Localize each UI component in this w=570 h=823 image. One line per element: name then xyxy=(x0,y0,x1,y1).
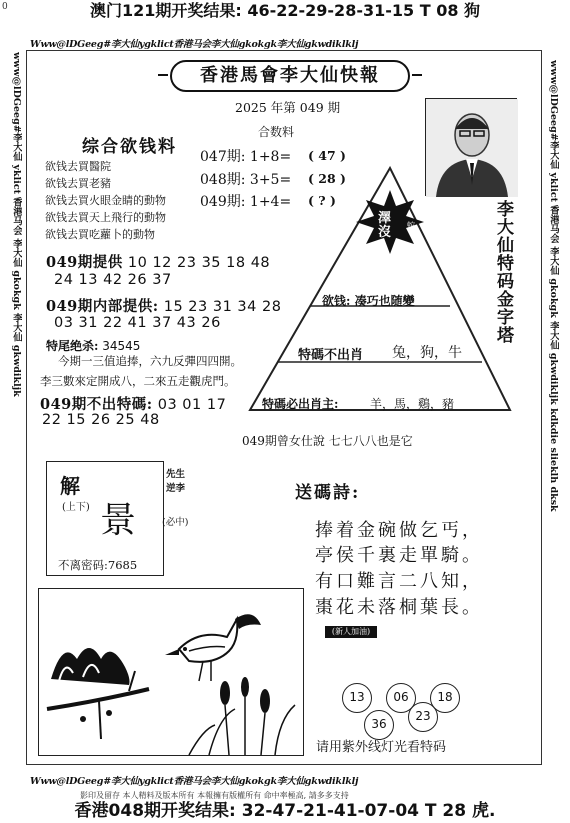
poem-line: 棗花未落桐葉長。 xyxy=(315,597,483,618)
riddle-line: 欲钱去買醫院 xyxy=(45,160,111,173)
issue-qi: 期 xyxy=(327,100,341,115)
solve-jie: 解 xyxy=(60,474,80,498)
top-result-banner: 澳门121期开奖结果: 46-22-29-28-31-15 T 08 狗 xyxy=(89,1,481,20)
no-out-numbers: 03 01 17 xyxy=(157,397,227,413)
solve-secret: 不离密码:7685 xyxy=(58,558,138,572)
number-ball: 18 xyxy=(430,683,460,713)
pyramid-zodiac-must-label: 特碼必出肖主: xyxy=(262,397,339,411)
poem-title: 送碼詩: xyxy=(295,483,361,503)
border-text-bottom: Www@lDGeeg#李大仙ygklict香港马会李大仙gkokgk李大仙gkwdiklklj xyxy=(30,776,359,787)
solve-right-top: 先生 xyxy=(166,469,186,480)
pyramid-zodiac-must-values: 羊，馬，鷄，豬 xyxy=(370,397,455,411)
provide-label: 049期提供 xyxy=(46,254,123,271)
issue-year: 2025 xyxy=(235,100,267,115)
riddle-line: 欲钱去買老豬 xyxy=(45,177,111,190)
star-small: 蛇 xyxy=(407,221,415,230)
inner-numbers-row2: 03 31 22 41 37 43 26 xyxy=(54,315,221,331)
poem-line: 亭侯千裏走單騎。 xyxy=(315,545,483,566)
inner-row xyxy=(46,295,281,316)
formula-expr: 1+4= xyxy=(249,194,292,210)
tail-label: 特尾绝杀: xyxy=(46,339,99,353)
bird-reeds-icon xyxy=(39,589,305,757)
no-out-numbers-row2: 22 15 26 25 48 xyxy=(42,412,160,428)
formula-answer: ( ? ) xyxy=(308,193,336,208)
number-ball: 13 xyxy=(342,683,372,713)
pyramid-zodiac-no-label: 特碼不出肖 xyxy=(298,348,364,363)
small-tag: (新人加油) xyxy=(325,626,377,638)
poem-line: 有口難言二八知， xyxy=(315,571,483,592)
solve-sub: (上下) xyxy=(62,502,90,513)
footer-note: 影印及留存 本人精料及版本所有 本報擁有版權所有 命中率極高, 請多多支持 xyxy=(80,791,349,800)
vertical-caption: 李大仙特码金字塔 xyxy=(493,200,513,344)
formula-answer: ( 28 ) xyxy=(308,171,346,186)
issue-number: 049 xyxy=(299,100,324,115)
paper-title: 香港馬會李大仙快報 xyxy=(170,60,410,92)
tail-value: 34545 xyxy=(102,339,141,353)
no-out-label: 049期不出特碼: xyxy=(40,396,153,413)
formula-expr: 1+8= xyxy=(249,149,292,165)
inner-label: 049期内部提供: xyxy=(46,298,159,315)
advice-line: 今期一三值追捧，六九反彈四四開。 xyxy=(58,354,242,368)
issue-line xyxy=(235,98,340,116)
formula-label: 047期: xyxy=(200,149,246,165)
number-ball: 06 xyxy=(386,683,416,713)
woman-line: 049期曾女仕說 七七八八也是它 xyxy=(242,434,413,448)
corner-mark: 0 xyxy=(2,2,8,12)
no-out-row xyxy=(40,393,226,414)
solve-right-bot: (必中) xyxy=(162,517,189,528)
bottom-result-banner: 香港048期开奖结果: 32-47-21-41-07-04 T 28 虎. xyxy=(74,801,496,821)
number-ball: 36 xyxy=(364,710,394,740)
riddle-line: 欲钱去買天上飛行的動物 xyxy=(45,211,166,224)
provide-numbers: 10 12 23 35 18 48 xyxy=(127,255,271,271)
inner-numbers: 15 23 31 34 28 xyxy=(163,299,282,315)
border-text-right: www@lDGeeg#李大仙 yklict 香港马会 李大仙 gkokgk 李大仙 gkwdikljk kdkdie slieklh dksk xyxy=(548,60,559,512)
illustration-panel xyxy=(38,588,304,756)
formula-label: 048期: xyxy=(200,172,246,188)
advice-line: 李三數來定開成八，二來五走觀虎門。 xyxy=(40,374,236,388)
pyramid-money-line: 欲钱: 凑巧也随變 xyxy=(322,294,415,308)
poem-line: 捧着金碗做乞丐， xyxy=(315,520,483,541)
provide-numbers-row2: 24 13 42 26 37 xyxy=(54,272,172,288)
border-text-left: www@lDGeeg#李大仙 yklict 香港马会 李大仙 gkokgk 李大仙 gkwdikljk xyxy=(11,52,22,397)
star-text: 澤 沒 xyxy=(378,211,392,240)
pyramid-zodiac-no-values: 兔，狗，牛 xyxy=(392,345,462,361)
formula-label: 049期: xyxy=(200,194,246,210)
solve-big-char: 景 xyxy=(100,500,137,541)
formula-expr: 3+5= xyxy=(249,172,292,188)
riddle-line: 欲钱去買吃蘿卜的動物 xyxy=(45,228,155,241)
tail-row xyxy=(46,337,140,354)
riddle-title: 综合欲钱料 xyxy=(82,137,177,157)
border-text-top: Www@lDGeeg#李大仙ygklict香港马会李大仙gkokgk李大仙gkwdiklklj xyxy=(30,39,359,50)
riddle-line: 欲钱去買火眼金睛的動物 xyxy=(45,194,166,207)
issue-nian-di: 年第 xyxy=(270,100,296,115)
uv-note: 请用紫外线灯光看特码 xyxy=(316,740,447,755)
solve-right-mid: 逆李 xyxy=(166,483,186,494)
provide-row xyxy=(46,251,270,272)
formula-answer: ( 47 ) xyxy=(308,148,346,163)
heshu-label: 合数料 xyxy=(258,125,295,139)
number-ball: 23 xyxy=(408,702,438,732)
